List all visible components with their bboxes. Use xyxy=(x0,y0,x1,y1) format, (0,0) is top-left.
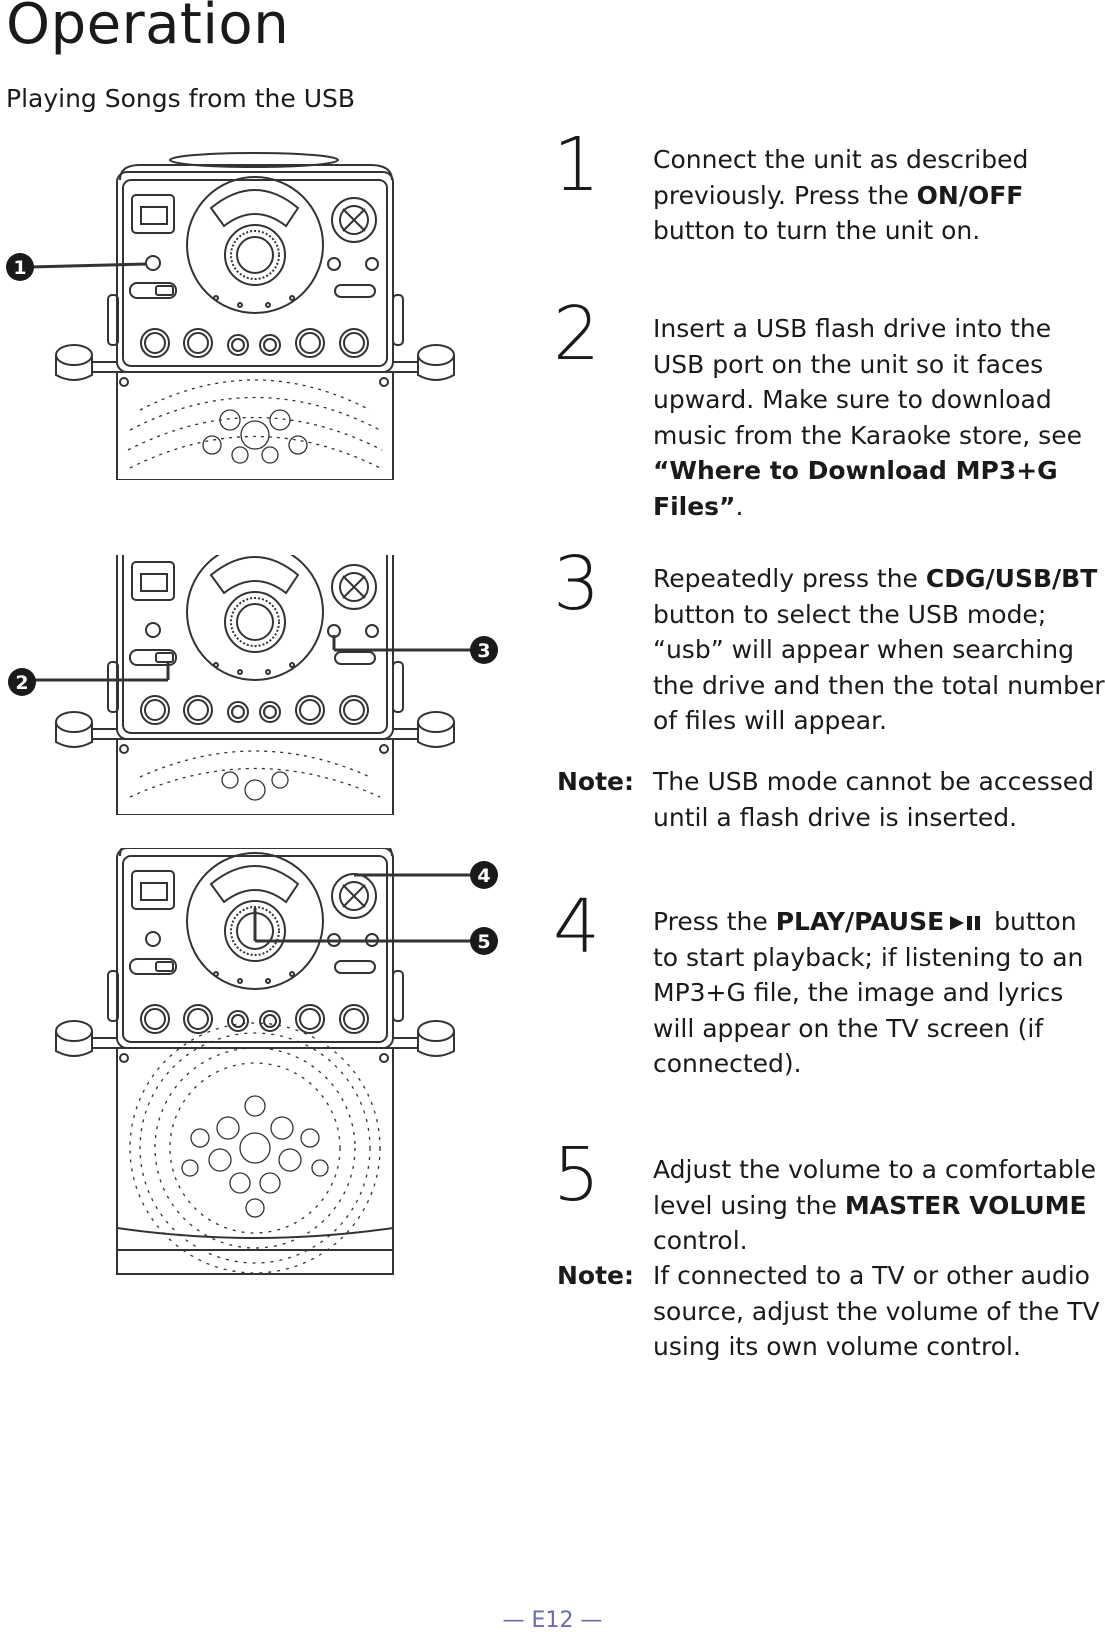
step-text: Press the PLAY/PAUSE button to start playback; if listening to an MP3+G file, the image and lyrics will appear on the TV screen (if connected). xyxy=(653,907,1084,1078)
note-label: Note: xyxy=(557,767,635,796)
callout-number: 4 xyxy=(477,865,491,887)
step-text: Connect the unit as described previously. Press the ON/OFF button to turn the unit on. xyxy=(653,145,1029,245)
button-name: CDG/USB/BT xyxy=(925,564,1098,593)
callout-number: 5 xyxy=(477,931,491,953)
button-name: MASTER VOLUME xyxy=(844,1190,1087,1220)
karaoke-unit-illustration-2 xyxy=(0,555,520,815)
callout-number: 1 xyxy=(13,257,27,279)
karaoke-unit-illustration-1 xyxy=(0,150,520,480)
step-text: Insert a USB flash drive into the USB port on the unit so it faces upward. Make sure to download music from the Karaoke store, see “Where to Download MP3+G Files”. xyxy=(653,314,1082,521)
note-label: Note: xyxy=(557,1261,635,1290)
step-number: 5 xyxy=(553,1132,601,1218)
section-reference: “Where to Download MP3+G Files” xyxy=(653,456,1058,521)
play-pause-icon xyxy=(946,914,982,932)
note-text: The USB mode cannot be accessed until a flash drive is inserted. xyxy=(653,767,1095,832)
step-number: 4 xyxy=(553,884,601,970)
step-number: 3 xyxy=(553,541,601,627)
page-title: Operation xyxy=(6,0,290,57)
note-text: If connected to a TV or other audio source, adjust the volume of the TV using its own volume control. xyxy=(653,1261,1100,1361)
karaoke-unit-illustration-3 xyxy=(0,848,520,1318)
callout-number: 3 xyxy=(477,640,491,662)
section-subtitle: Playing Songs from the USB xyxy=(6,84,356,113)
button-name: PLAY/PAUSE xyxy=(775,907,945,936)
step-text: Adjust the volume to a comfortable level using the MASTER VOLUME control. xyxy=(653,1155,1097,1255)
step-text: Repeatedly press the CDG/USB/BT button to select the USB mode; “usb” will appear when searching the drive and then the total number of files will appear. xyxy=(653,564,1105,735)
step-number: 2 xyxy=(553,291,601,377)
page-number: — E12 — xyxy=(502,1608,603,1633)
step-number: 1 xyxy=(553,122,601,208)
callout-number: 2 xyxy=(15,672,29,694)
button-name: ON/OFF xyxy=(916,180,1024,210)
